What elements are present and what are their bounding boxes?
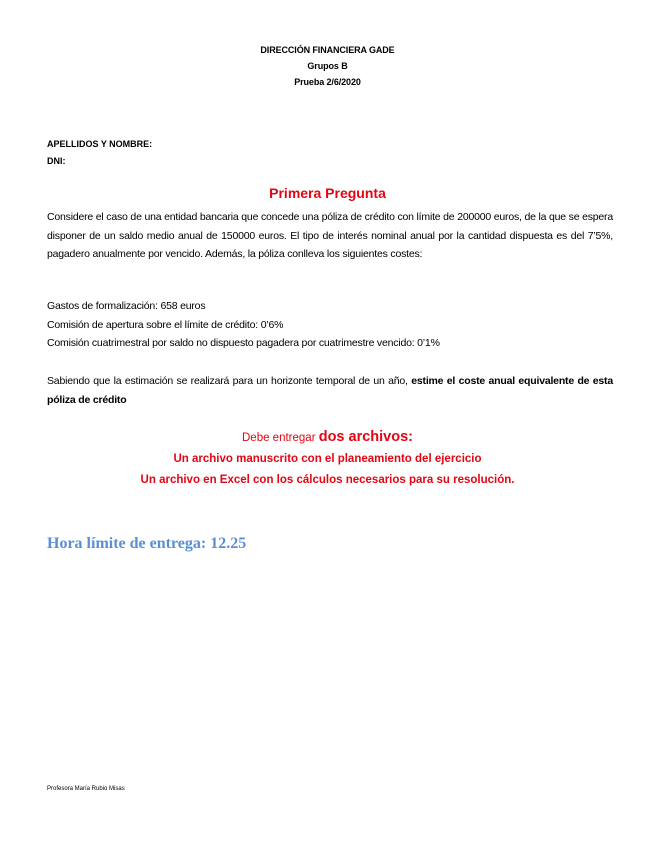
exam-date: Prueba 2/6/2020 (294, 77, 361, 87)
task-bold-text: estime el coste anual equivalente de esta póliza de crédito (47, 375, 613, 406)
delivery-item-handwritten: Un archivo manuscrito con el planeamiento del ejercicio (173, 453, 482, 465)
group-label: Grupos B (307, 61, 348, 71)
task-text: Sabiendo que la estimación se realizará para un horizonte temporal de un año, (47, 375, 412, 387)
costs-list (47, 297, 440, 353)
question-task (47, 372, 613, 409)
dni-label: DNI: (47, 156, 66, 166)
question-title: Primera Pregunta (269, 185, 386, 201)
delivery-heading (0, 427, 655, 449)
delivery-prefix: Debe entregar (242, 432, 319, 444)
name-label: APELLIDOS Y NOMBRE: (47, 139, 153, 149)
cost-item: Gastos de formalización: 658 euros (47, 300, 206, 312)
delivery-item-excel: Un archivo en Excel con los cálculos necesarios para su resolución. (140, 474, 515, 486)
delivery-emphasis: dos archivos: (318, 429, 413, 445)
footer-professor: Profesora María Rubio Misas (47, 786, 125, 792)
deadline: Hora límite de entrega: 12.25 (47, 535, 247, 552)
question-intro: Considere el caso de una entidad bancaria que concede una póliza de crédito con límite de 200000 euros, de la que se espera disponer de un saldo medio anual de 150000 euros. El tipo de interés nominal anual por la cantidad dispuesta es del 7’5%, pagadero anualmente por vencido. Además, la póliza conlleva los siguientes costes: (47, 211, 613, 260)
student-info (47, 136, 152, 170)
delivery-instructions (0, 427, 655, 491)
cost-item: Comisión de apertura sobre el límite de crédito: 0’6% (47, 318, 284, 331)
course-title: DIRECCIÓN FINANCIERA GADE (260, 45, 395, 55)
cost-item: Comisión cuatrimestral por saldo no dispuesto pagadera por cuatrimestre vencido: 0’1% (47, 337, 440, 349)
exam-header (0, 42, 655, 90)
